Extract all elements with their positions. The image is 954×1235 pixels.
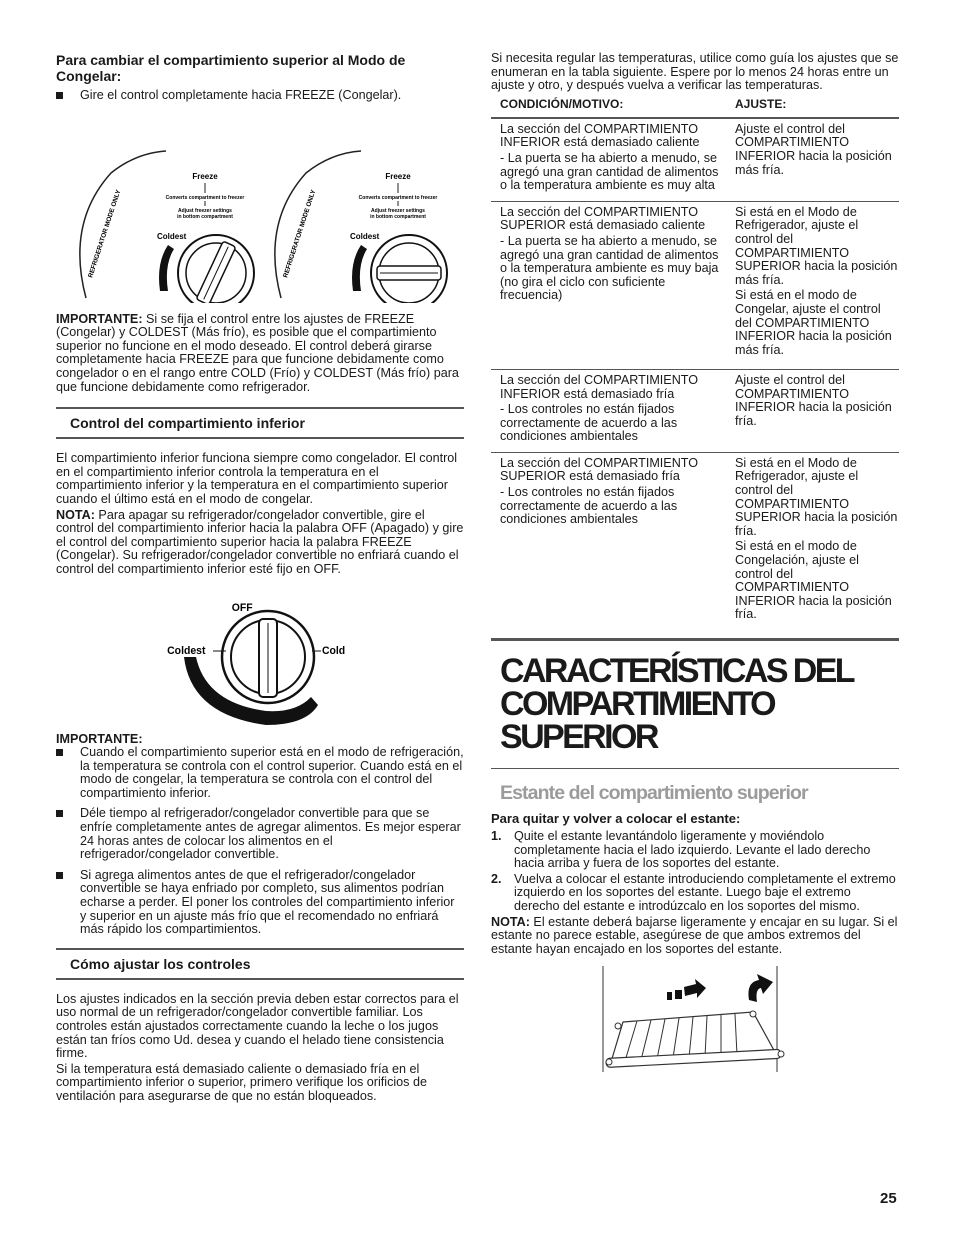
adjust-cell: Si está en el Modo de Refrigerador, ajuste el control del COMPARTIMIENTO SUPERIOR hacia la posición más fría. Si está en el modo de Congelar, ajuste el control del COMPARTIMIENTO INFERIOR hacia la posición más fría. [726,201,899,369]
shelf-section-title: Estante del compartimiento superior [500,782,808,804]
table-row [491,118,899,201]
section-heading-lower-control: Control del compartimiento inferior [56,407,464,439]
condition-cell: La sección del COMPARTIMIENTO INFERIOR está demasiado caliente - La puerta se ha abierto a menudo, se agregó una gran cantidad de alimentos o la temperatura ambiente es muy alta [491,118,726,201]
page-number: 25 [880,1190,897,1207]
list-item: Cuando el compartimiento superior está en el modo de refrigeración, la temperatura se controla con el control superior. Cuando está en el modo de congelar, la temperatura se controla con el control del compartimiento inferior. [56,746,464,800]
dial-freezer-mode [275,151,447,303]
off-label: OFF [231,601,253,614]
bullet-square-icon [56,92,63,99]
right-column [491,52,899,1077]
lower-control-knob-diagram [56,585,464,725]
adjust-label-2: in bottom compartment [177,213,233,220]
shelf-illustration [491,962,899,1077]
freeze-label: Freeze [385,171,411,181]
adjust-cell: Ajuste el control del COMPARTIMIENTO INFERIOR hacia la posición más fría. [726,118,899,201]
list-item: Si agrega alimentos antes de que el refrigerador/congelador convertible se haya enfriado por completo, sus alimentos podrían echarse a perder. El poner los controles del compartimiento inferior y superior en un ajuste más frío que el recomendado no enfriará más rápido los compartimientos. [56,869,464,937]
adjust-cell: Ajuste el control del COMPARTIMIENTO INFERIOR hacia la posición fría. [726,369,899,452]
adjust-paragraph-2: Si la temperatura está demasiado caliente o demasiado fría en el compartimiento inferior o superior, primero verifique los orificios de ventilación para asegurarse de que no están bloqueados. [56,1061,427,1103]
lower-control-paragraph: El compartimiento inferior funciona siempre como congelador. El control en el compartimiento inferior controla la temperatura en el compartimiento inferior y la temperatura en el compartimiento superior cuando el último está en el modo de congelar. [56,451,458,506]
chapter-title: CARACTERÍSTICAS DEL COMPARTIMIENTO SUPERIOR [491,638,899,769]
mode-label: REFRIGERATOR MODE ONLY [87,188,123,279]
shelf-steps-list [491,830,899,914]
bullet-square-icon [56,810,63,817]
converts-label: Converts compartment to freezer [165,194,245,201]
importante-heading-2: IMPORTANTE: [56,731,143,746]
list-item: 1. Quite el estante levantándolo ligeramente y moviéndolo completamente hacia el lado izquierdo. Levante el lado derecho hacia arriba y fuera de los soportes del estante. [491,829,871,871]
adjust-cell: Si está en el Modo de Refrigerador, ajuste el control del COMPARTIMIENTO SUPERIOR hacia la posición fría. Si está en el modo de Congelación, ajuste el control del COMPARTIMIENTO INFERIOR hacia la posición fría. [735,455,898,622]
coldest-label: Coldest [157,231,187,241]
list-item: Déle tiempo al refrigerador/congelador convertible para que se enfríe completamente antes de agregar alimentos. Es mejor esperar 24 horas antes de colocar los alimentos en el refrigerador/congelador convertible. [56,807,464,861]
adjust-label-1: Adjust freezer settings [178,207,232,214]
table-row [491,369,899,452]
mode-label: REFRIGERATOR MODE ONLY [282,188,318,279]
list-item: Gire el control completamente hacia FREEZE (Congelar). [56,89,464,103]
shelf-nota-paragraph: NOTA: El estante deberá bajarse ligeramente y encajar en su lugar. Si el estante no parece estable, asegúrese de que ambos extremos del estante hayan encajado en los soportes del estante. [491,914,898,956]
bullet-square-icon [56,749,63,756]
freeze-bullet-list [56,89,464,103]
table-row [491,452,899,630]
table-row [491,201,899,369]
shelf-instructions-heading: Para quitar y volver a colocar el estante: [491,811,741,826]
adjust-label-2: in bottom compartment [370,213,426,220]
table-intro: Si necesita regular las temperaturas, utilice como guía los ajustes que se enumeran en la tabla siguiente. Espere por lo menos 24 horas entre un ajuste y otro, y después vuelva a verificar las temperaturas. [491,51,899,93]
knob-cold-label: Cold [322,644,346,657]
adjust-label-1: Adjust freezer settings [371,207,425,214]
dial-refrigerator-mode [80,151,254,303]
condition-cell: La sección del COMPARTIMIENTO SUPERIOR está demasiado fría - Los controles no están fijados correctamente de acuerdo a las condiciones ambientales [500,455,699,527]
importante-paragraph-1: IMPORTANTE: Si se fija el control entre los ajustes de FREEZE (Congelar) y COLDEST (Más frío), es posible que el compartimiento superior no funcione en el modo deseado. El control deberá girarse completamente hacia FREEZE para que funcione debidamente como congelador o en el rango entre COLD (Frío) y COLDEST (Más frío) para que funcione debidamente como refrigerador. [56,311,459,394]
nota-paragraph-off: NOTA: Para apagar su refrigerador/congelador convertible, gire el control del compartimiento inferior hacia la palabra OFF (Apagado) y gire el control del compartimiento superior hacia la palabra FREEZE (Congelar). Su refrigerador/congelador convertible no enfriará cuando el control del compartimiento inferior esté fijo en OFF. [56,507,464,576]
condition-cell: La sección del COMPARTIMIENTO SUPERIOR está demasiado caliente - La puerta se ha abierto a menudo, se agregó una gran cantidad de alimentos o la temperatura ambiente es muy baja (no gira el ciclo con suficiente frecuencia) [491,201,726,369]
left-column [56,52,464,1104]
importante-bullet-list [56,746,464,937]
list-item: 2. Vuelva a colocar el estante introduciendo completamente el extremo izquierdo en los soportes del estante. Luego baje el extremo derecho del estante e introdúzcalo en los soportes del mismo. [491,871,896,913]
section-heading-adjust-controls: Cómo ajustar los controles [56,948,464,980]
converts-label: Converts compartment to freezer [358,194,438,201]
adjust-paragraph-1: Los ajustes indicados en la sección previa deben estar correctos para el uso normal de un refrigerador/congelador convertible familiar. Los controles están ajustados correctamente cuando la leche o los jugos están tan fríos como Ud. desea y cuando el helado tiene consistencia firme. [56,991,459,1061]
slide-left-arrow-icon [667,979,706,1000]
adjustment-table [491,95,899,630]
knob-coldest-label: Coldest [167,644,206,657]
bullet-square-icon [56,872,63,879]
table-header-row [491,95,899,118]
upper-dials-diagram [56,113,464,303]
coldest-label: Coldest [350,231,380,241]
lift-up-arrow-icon [748,974,773,1002]
freeze-mode-heading: Para cambiar el compartimiento superior al Modo de Congelar: [56,52,406,84]
column-header-condition: CONDICIÓN/MOTIVO: [491,95,726,118]
condition-cell: La sección del COMPARTIMIENTO INFERIOR está demasiado fría - Los controles no están fijados correctamente de acuerdo a las condiciones ambientales [491,369,726,452]
column-header-adjust: AJUSTE: [726,95,899,118]
freeze-label: Freeze [192,171,218,181]
